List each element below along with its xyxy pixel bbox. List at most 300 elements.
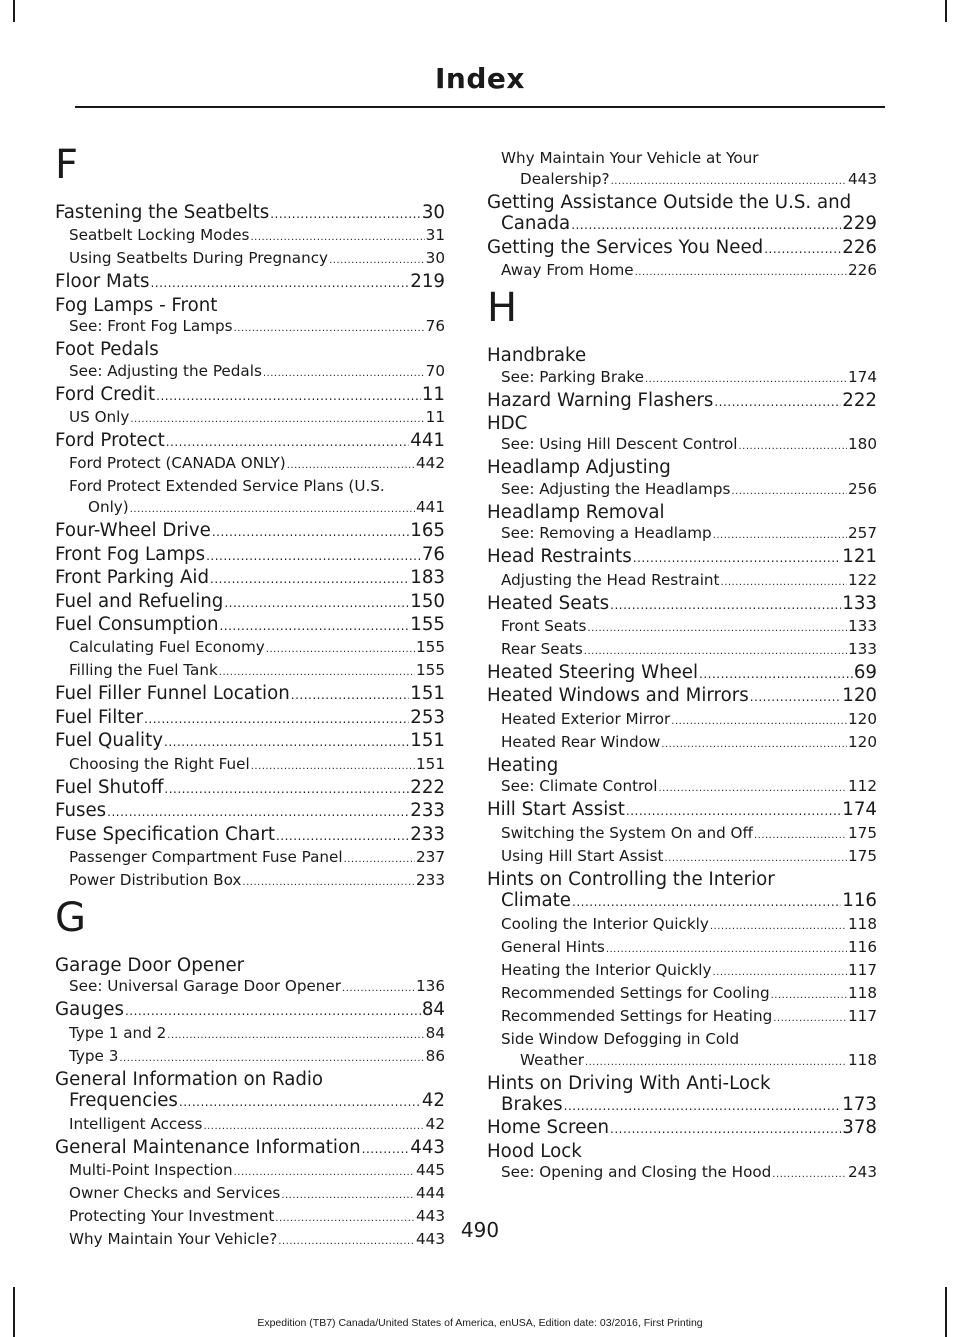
index-subentry[interactable] (487, 148, 877, 192)
entry-page-number: 443 (410, 1136, 445, 1158)
entry-text: See: Adjusting the Headlamps (501, 479, 731, 498)
dot-leader (156, 386, 421, 407)
dot-leader (263, 363, 425, 384)
entry-page-number: 76 (421, 543, 445, 565)
entry-page-number: 120 (842, 685, 877, 707)
dot-leader (250, 227, 424, 248)
entry-page-number: 120 (848, 732, 877, 751)
entry-text: Frequencies (69, 1090, 178, 1112)
page-number: 490 (460, 1218, 500, 1242)
index-subentry[interactable] (55, 225, 445, 248)
entry-text: Gauges (55, 999, 124, 1021)
entry-text-line: Hints on Controlling the Interior (487, 868, 775, 890)
entry-page-number: 84 (425, 1023, 445, 1042)
dot-leader (210, 569, 409, 590)
entry-text: Power Distribution Box (69, 870, 242, 889)
dot-leader (344, 849, 415, 870)
entry-text: Heating (487, 754, 559, 776)
dot-leader (219, 616, 409, 637)
entry-text: See: Opening and Closing the Hood (501, 1163, 772, 1182)
index-subentry[interactable] (487, 434, 877, 457)
index-entry[interactable] (487, 345, 877, 366)
index-column-right (487, 148, 877, 1185)
entry-text: Protecting Your Investment (69, 1206, 275, 1225)
entry-page-number: 151 (410, 683, 445, 705)
entry-text: Type 3 (69, 1046, 119, 1065)
entry-page-number: 11 (425, 408, 445, 427)
entry-text: Rear Seats (501, 640, 583, 659)
dot-leader (584, 641, 847, 662)
entry-page-number: 442 (416, 454, 445, 473)
entry-page-number: 180 (848, 435, 877, 454)
entry-page-number: 118 (848, 914, 877, 933)
index-entry[interactable] (55, 567, 445, 590)
entry-page-number: 117 (848, 960, 877, 979)
entry-text: Hill Start Assist (487, 799, 625, 821)
entry-text: Heated Rear Window (501, 732, 661, 751)
crop-mark-top-left (13, 0, 15, 22)
index-subentry[interactable] (487, 1162, 877, 1185)
index-entry[interactable] (55, 544, 445, 567)
dot-leader (671, 711, 847, 732)
dot-leader (714, 392, 841, 413)
entry-continuation (501, 1050, 877, 1073)
entry-text: Seatbelt Locking Modes (69, 226, 250, 245)
index-subentry[interactable] (55, 1183, 445, 1206)
entry-text: Fastening the Seatbelts (55, 202, 270, 223)
entry-page-number: 118 (848, 1050, 877, 1069)
entry-page-number: 175 (848, 846, 877, 865)
entry-text: Getting the Services You Need (487, 236, 764, 258)
entry-page-number: 226 (848, 261, 877, 280)
entry-text: Dealership? (520, 170, 610, 188)
entry-text: Calculating Fuel Economy (69, 638, 265, 657)
entry-text: Home Screen (487, 1117, 610, 1139)
entry-page-number: 444 (416, 1183, 445, 1202)
footer-edition-text: Expedition (TB7) Canada/United States of America, enUSA, Edition date: 03/2016, First Printing (257, 1317, 703, 1329)
entry-page-number: 117 (848, 1006, 877, 1025)
entry-text: Canada (501, 213, 571, 235)
entry-text: Why Maintain Your Vehicle? (69, 1229, 278, 1248)
dot-leader (572, 892, 841, 913)
dot-leader (167, 1025, 424, 1046)
dot-leader (587, 618, 847, 639)
dot-leader (107, 802, 409, 823)
entry-text: Fog Lamps - Front (55, 294, 218, 316)
dot-leader (764, 239, 841, 260)
index-subentry[interactable] (487, 1006, 877, 1029)
entry-text: Multi-Point Inspection (69, 1160, 233, 1179)
dot-leader (564, 1096, 842, 1117)
entry-text: Heated Seats (487, 592, 610, 614)
entry-text: See: Climate Control (501, 777, 658, 796)
entry-text: Climate (501, 890, 571, 912)
index-subentry[interactable] (487, 570, 877, 593)
entry-text: General Hints (501, 937, 605, 956)
entry-text: See: Using Hill Descent Control (501, 435, 738, 454)
dot-leader (610, 595, 841, 616)
dot-leader (362, 1139, 410, 1160)
dot-leader (166, 432, 410, 453)
entry-text: Brakes (501, 1093, 563, 1115)
entry-page-number: 42 (421, 1090, 445, 1112)
entry-text: Away From Home (501, 261, 634, 280)
entry-page-number: 441 (416, 498, 445, 517)
entry-page-number: 133 (842, 592, 877, 614)
entry-page-number: 256 (848, 479, 877, 498)
dot-leader (571, 215, 841, 236)
index-subentry[interactable] (55, 870, 445, 893)
entry-text: Front Parking Aid (55, 567, 210, 589)
entry-text: Heated Windows and Mirrors (487, 685, 749, 707)
entry-text-line: Hints on Driving With Anti-Lock (487, 1072, 771, 1094)
dot-leader (661, 734, 847, 755)
entry-page-number: 116 (842, 890, 877, 912)
entry-text: Fuse Specification Chart (55, 823, 275, 845)
dot-leader (276, 826, 409, 847)
entry-page-number: 443 (416, 1229, 445, 1248)
index-entry[interactable] (487, 457, 877, 478)
section-letter: H (487, 285, 518, 332)
entry-text: Fuel Quality (55, 730, 164, 752)
entry-page-number: 31 (425, 226, 445, 245)
dot-leader (119, 1048, 424, 1069)
entry-page-number: 155 (410, 614, 445, 636)
entry-page-number: 173 (842, 1093, 877, 1115)
entry-text: Headlamp Removal (487, 501, 665, 523)
index-subentry[interactable] (55, 248, 445, 271)
entry-page-number: 121 (842, 546, 877, 568)
index-entry[interactable] (55, 202, 445, 225)
entry-page-number: 257 (848, 524, 877, 543)
entry-continuation (501, 169, 877, 192)
entry-page-number: 70 (425, 361, 445, 380)
index-entry[interactable] (487, 685, 877, 708)
index-subentry[interactable] (487, 983, 877, 1006)
dot-leader (773, 1008, 847, 1029)
entry-text: Heated Steering Wheel (487, 662, 699, 684)
dot-leader (125, 1001, 421, 1022)
entry-page-number: 151 (410, 730, 445, 752)
entry-continuation (487, 213, 877, 236)
entry-page-number: 222 (410, 776, 445, 798)
dot-leader (203, 1116, 424, 1137)
index-entry[interactable] (55, 339, 445, 360)
dot-leader (606, 939, 847, 960)
dot-leader (658, 778, 847, 799)
entry-page-number: 253 (410, 706, 445, 728)
index-subentry[interactable] (487, 732, 877, 755)
crop-mark-top-right (945, 0, 947, 22)
entry-text: Filling the Fuel Tank (69, 661, 218, 680)
index-entry[interactable] (55, 520, 445, 543)
dot-leader (242, 872, 415, 893)
entry-text: Heating the Interior Quickly (501, 960, 712, 979)
dot-leader (212, 522, 409, 543)
index-subentry[interactable] (487, 846, 877, 869)
entry-page-number: 155 (416, 661, 445, 680)
dot-leader (633, 548, 842, 569)
entry-text-line: Ford Protect Extended Service Plans (U.S. (69, 477, 385, 496)
dot-leader (144, 709, 409, 730)
entry-text: Weather (520, 1050, 584, 1069)
entry-page-number: 233 (410, 800, 445, 822)
dot-leader (164, 732, 409, 753)
index-subentry[interactable] (55, 637, 445, 660)
index-entry[interactable] (487, 192, 877, 237)
crop-mark-bottom-left (13, 1287, 15, 1337)
entry-page-number: 443 (416, 1206, 445, 1225)
index-subentry[interactable] (55, 316, 445, 339)
entry-text: Garage Door Opener (55, 954, 245, 976)
entry-text: Hood Lock (487, 1140, 582, 1162)
entry-page-number: 219 (410, 271, 445, 293)
entry-text: Hazard Warning Flashers (487, 389, 714, 411)
entry-text: Headlamp Adjusting (487, 457, 671, 479)
entry-continuation (487, 1094, 877, 1117)
entry-page-number: 86 (425, 1046, 445, 1065)
entry-page-number: 243 (848, 1163, 877, 1182)
entry-page-number: 151 (416, 754, 445, 773)
dot-leader (287, 455, 415, 476)
entry-page-number: 69 (853, 662, 877, 684)
entry-text: General Maintenance Information (55, 1136, 361, 1158)
dot-leader (179, 1092, 421, 1113)
entry-page-number: 116 (848, 937, 877, 956)
index-entry[interactable] (487, 413, 877, 434)
dot-leader (635, 262, 847, 283)
dot-leader (712, 962, 847, 983)
entry-text: Foot Pedals (55, 339, 159, 361)
entry-text: Passenger Compartment Fuse Panel (69, 847, 343, 866)
index-entry[interactable] (55, 824, 445, 847)
entry-text: Type 1 and 2 (69, 1023, 167, 1042)
index-entry[interactable] (487, 1141, 877, 1162)
entry-page-number: 30 (425, 249, 445, 268)
entry-page-number: 84 (421, 999, 445, 1021)
entry-page-number: 233 (410, 823, 445, 845)
dot-leader (266, 639, 415, 660)
entry-page-number: 174 (842, 799, 877, 821)
entry-text: See: Front Fog Lamps (69, 317, 233, 336)
entry-page-number: 76 (425, 317, 445, 336)
entry-text: Recommended Settings for Heating (501, 1006, 773, 1025)
index-subentry[interactable] (487, 1029, 877, 1073)
entry-page-number: 11 (421, 383, 445, 405)
entry-text: Ford Protect (CANADA ONLY) (69, 454, 286, 473)
index-subentry[interactable] (55, 660, 445, 683)
entry-text: Using Seatbelts During Pregnancy (69, 249, 329, 268)
dot-leader (664, 848, 847, 869)
index-entry[interactable] (55, 707, 445, 730)
entry-page-number: 133 (848, 617, 877, 636)
index-entry[interactable] (55, 999, 445, 1022)
entry-text-line: Side Window Defogging in Cold (501, 1029, 740, 1048)
index-subentry[interactable] (487, 479, 877, 502)
index-entry[interactable] (487, 1073, 877, 1118)
entry-page-number: 237 (416, 847, 445, 866)
entry-text: Ford Credit (55, 383, 156, 405)
index-entry[interactable] (55, 1137, 445, 1160)
dot-leader (626, 801, 841, 822)
dot-leader (281, 1185, 415, 1206)
dot-leader (164, 779, 409, 800)
dot-leader (130, 409, 424, 430)
index-subentry[interactable] (55, 476, 445, 520)
dot-leader (699, 664, 853, 685)
entry-page-number: 120 (848, 709, 877, 728)
entry-text: Recommended Settings for Cooling (501, 983, 770, 1002)
entry-page-number: 183 (410, 567, 445, 589)
entry-text: Switching the System On and Off (501, 823, 753, 842)
entry-page-number: 155 (416, 638, 445, 657)
index-entry[interactable] (55, 683, 445, 706)
entry-text: Fuel Shutoff (55, 776, 164, 798)
dot-leader (219, 662, 415, 683)
dot-leader (738, 436, 847, 457)
entry-text: Floor Mats (55, 271, 150, 293)
entry-page-number: 226 (842, 236, 877, 258)
dot-leader (329, 250, 425, 271)
entry-page-number: 174 (848, 367, 877, 386)
index-entry[interactable] (487, 755, 877, 776)
entry-page-number: 441 (410, 430, 445, 452)
index-entry[interactable] (55, 591, 445, 614)
dot-leader (710, 916, 847, 937)
index-entry[interactable] (55, 614, 445, 637)
index-subentry[interactable] (487, 367, 877, 390)
index-subentry[interactable] (487, 776, 877, 799)
dot-leader (771, 985, 847, 1006)
dot-leader (713, 525, 847, 546)
header-rule (75, 106, 885, 108)
entry-text-line: Why Maintain Your Vehicle at Your (501, 149, 759, 167)
dot-leader (772, 1164, 847, 1185)
dot-leader (251, 756, 415, 777)
page-title: Index (435, 62, 525, 95)
dot-leader (234, 1162, 415, 1183)
entry-page-number: 233 (416, 870, 445, 889)
entry-text-line: General Information on Radio (55, 1068, 324, 1090)
dot-leader (270, 204, 421, 225)
section-letter: G (55, 894, 86, 941)
dot-leader (291, 685, 410, 706)
dot-leader (645, 369, 847, 390)
entry-continuation (55, 1090, 445, 1113)
index-entry[interactable] (55, 777, 445, 800)
dot-leader (342, 978, 415, 999)
index-subentry[interactable] (487, 639, 877, 662)
dot-leader (234, 318, 425, 339)
entry-page-number: 136 (416, 977, 445, 996)
index-subentry[interactable] (487, 914, 877, 937)
index-subentry[interactable] (55, 407, 445, 430)
index-entry[interactable] (487, 799, 877, 822)
entry-page-number: 378 (842, 1117, 877, 1139)
index-entry[interactable] (487, 662, 877, 685)
index-entry[interactable] (55, 430, 445, 453)
entry-page-number: 112 (848, 777, 877, 796)
dot-leader (130, 499, 415, 520)
entry-text: HDC (487, 413, 528, 435)
index-subentry[interactable] (487, 937, 877, 960)
entry-text: Fuel Consumption (55, 614, 219, 636)
dot-leader (585, 1052, 847, 1073)
entry-page-number: 175 (848, 823, 877, 842)
index-subentry[interactable] (55, 1160, 445, 1183)
index-subentry[interactable] (55, 754, 445, 777)
index-subentry[interactable] (487, 523, 877, 546)
entry-page-number: 30 (421, 202, 445, 223)
index-entry[interactable] (55, 271, 445, 294)
entry-page-number: 443 (848, 170, 877, 188)
entry-text: See: Parking Brake (501, 367, 644, 386)
index-subentry[interactable] (55, 847, 445, 870)
index-subentry[interactable] (55, 976, 445, 999)
index-subentry[interactable] (55, 1023, 445, 1046)
index-entry[interactable] (55, 295, 445, 316)
entry-text: Adjusting the Head Restraint (501, 570, 720, 589)
index-entry[interactable] (487, 869, 877, 914)
index-subentry[interactable] (487, 260, 877, 283)
entry-text: Handbrake (487, 345, 587, 367)
entry-text: See: Removing a Headlamp (501, 524, 712, 543)
dot-leader (150, 273, 409, 294)
entry-text: Owner Checks and Services (69, 1183, 281, 1202)
index-subentry[interactable] (55, 1046, 445, 1069)
index-subentry[interactable] (487, 616, 877, 639)
entry-continuation (487, 890, 877, 913)
entry-text: Ford Protect (55, 430, 165, 452)
entry-text: Fuel and Refueling (55, 590, 224, 612)
dot-leader (224, 593, 409, 614)
entry-text: Fuel Filter (55, 706, 144, 728)
dot-leader (611, 171, 847, 192)
entry-text: Front Seats (501, 617, 587, 636)
index-entry[interactable] (487, 237, 877, 260)
index-entry[interactable] (487, 593, 877, 616)
entry-text-line: Getting Assistance Outside the U.S. and (487, 192, 852, 213)
index-subentry[interactable] (55, 453, 445, 476)
index-entry[interactable] (55, 384, 445, 407)
entry-page-number: 445 (416, 1160, 445, 1179)
index-entry[interactable] (55, 800, 445, 823)
index-subentry[interactable] (55, 361, 445, 384)
index-entry[interactable] (487, 1117, 877, 1140)
index-subentry[interactable] (487, 709, 877, 732)
entry-text: See: Universal Garage Door Opener (69, 977, 342, 996)
entry-continuation (69, 497, 445, 520)
entry-text: US Only (69, 408, 130, 427)
index-entry[interactable] (55, 730, 445, 753)
index-subentry[interactable] (55, 1114, 445, 1137)
index-entry[interactable] (55, 955, 445, 976)
entry-page-number: 229 (842, 213, 877, 235)
entry-text: Intelligent Access (69, 1114, 203, 1133)
dot-leader (206, 546, 421, 567)
index-entry[interactable] (487, 546, 877, 569)
index-entry[interactable] (487, 390, 877, 413)
index-entry[interactable] (55, 1069, 445, 1114)
dot-leader (731, 481, 847, 502)
dot-leader (721, 572, 847, 593)
index-subentry[interactable] (487, 960, 877, 983)
index-subentry[interactable] (487, 823, 877, 846)
index-entry[interactable] (487, 502, 877, 523)
entry-page-number: 118 (848, 983, 877, 1002)
entry-text: Fuel Filler Funnel Location (55, 683, 290, 705)
entry-text: Choosing the Right Fuel (69, 754, 250, 773)
